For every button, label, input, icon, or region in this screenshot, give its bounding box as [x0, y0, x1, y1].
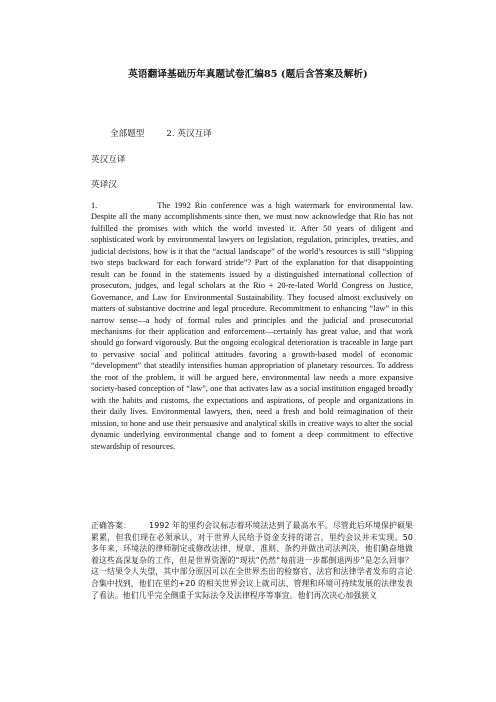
question-paragraph	[91, 200, 413, 452]
answer-paragraph	[91, 520, 413, 601]
answer-label: 正确答案：	[91, 521, 132, 530]
answer-text: 1992 年的里约会议标志着环境法达到了最高水平。尽管此后环境保护硕果累累，但我们现在必须承认，对于世界人民给予资金支持的诺言，里约会议并未实现。50 多年来，环境法的律师制定或修改法律、规章、准则、条约并做出司法判决，他们勤奋地做着这些高深复杂的工作，但是世界资源的“现状”仍然“每前进一步都倒退两步”是怎么回事？ 这一结果令人失望，其中部分原因可以在全世界杰出的检察官、法官和法律学者发布的言论合集中找到，他们在里约+20 的相关世界会议上就司法、管理和环境可持续发展的法律发表了看法。他们几乎完全侧重于实际法令及法律程序等事宜。他们再次决心加强狭义	[91, 521, 413, 600]
subsection-heading: 英译汉	[91, 180, 117, 190]
section-heading: 英汉互译	[91, 155, 126, 165]
question-type-label: 全部题型	[110, 129, 145, 139]
question-text: The 1992 Rio conference was a high watermark for environmental law. Despite all the many accomplishments since then, we must now acknowledge that Rio has not fulfilled the promises with which the world invested it. After 50 years of diligent and sophisticated work by environmental lawyers on legislation, regulation, principles, treaties, and judicial decisions, how is it that the “actual landscape” of the world’s resources is still “slipping two steps backward for each forward stride”? Part of the explanation for that disappointing result can be found in the statements issued by a distinguished international collection of prosecutors, judges, and legal scholars at the Rio + 20-re-lated World Congress on Justice, Governance, and Law for Environmental Sustainability. They focused almost exclusively on matters of substantive doctrine and legal procedure. Recommitment to enhancing “law” in this narrow sense—a body of formal rules and principles and the judicial and prosecutorial mechanisms for their application and enforcement—certainly has great value, and that work should go forward vigorously. But the ongoing ecological deterioration is traceable in large part to pervasive social and political attitudes favoring a growth-based model of economic “development” that steadily intensifies human appropriation of planetary resources. To address the root of the problem, it will be argued here, environmental law needs a more expansive society-based conception of “law”, one that activates law as a social institution engaged broadly with the habits and customs, the expectations and aspirations, of people and organizations in their daily lives. Environmental lawyers, then, need a fresh and bold reimagination of their mission, to hone and use their persuasive and analytical skills in creative ways to alter the social dynamic underlying environmental change and to foment a deep commitment to effective stewardship of resources.	[91, 201, 413, 451]
question-type-line	[110, 127, 212, 139]
question-section-label: 2. 英汉互译	[166, 129, 212, 139]
document-title: 英语翻译基础历年真题试卷汇编85 (题后含答案及解析)	[128, 69, 368, 80]
question-number: 1.	[91, 201, 98, 210]
